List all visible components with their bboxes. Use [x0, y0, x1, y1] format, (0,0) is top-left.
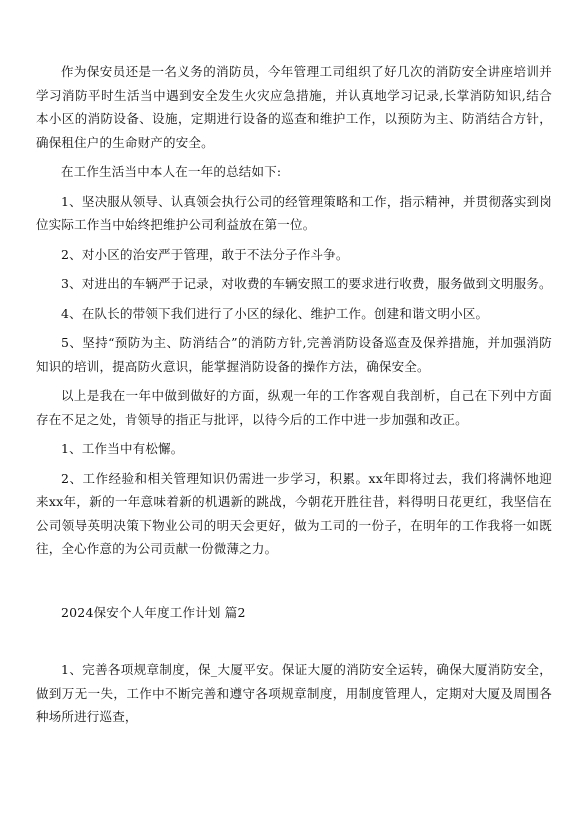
paragraph-intro: 作为保安员还是一名义务的消防员，今年管理工司组织了好几次的消防安全讲座培训并学习消防平时生活当中遇到安全发生火灾应急措施，并认真地学习记录,长掌消防知识,结合本小区的消防设备、设施，定期进行设备的巡查和维护工作，以预防为主、防消结合方针，确保租住户的生命财产的安全。: [36, 64, 552, 150]
paragraph-weakness-1: 1、工作当中有松懈。: [61, 441, 184, 456]
paragraph-self-review: 以上是我在一年中做到做好的方面，纵观一年的工作客观自我剖析，自己在下列中方面存在不足之处，肯领导的指正与批评，以待今后的工作中进一步加强和改正。: [36, 388, 552, 427]
paragraph-summary-lead: 在工作生活当中本人在一年的总结如下:: [61, 164, 282, 179]
paragraph-item-2: 2、对小区的治安严于管理，敢于不法分子作斗争。: [61, 246, 349, 262]
paragraph-plan-1: 1、完善各项规章制度，保_大厦平安。保证大厦的消防安全运转，确保大厦消防安全，做到万无一失，工作中不断完善和遵守各项规章制度，用制度管理人，定期对大厦及周围各种场所进行巡查，: [36, 662, 552, 724]
paragraph-item-4: 4、在队长的带领下我们进行了小区的绿化、维护工作。创建和谐文明小区。: [61, 305, 489, 321]
paragraph-item-1: 1、坚决服从领导、认真领会执行公司的经管理策略和工作，指示精神，并贯彻落实到岗位实际工作当中始终把维护公司利益放在第一位。: [36, 193, 552, 232]
paragraph-item-3: 3、对进出的车辆严于记录，对收费的车辆安照工的要求进行收费，服务做到文明服务。: [61, 276, 552, 291]
paragraph-item-5: 5、坚持“预防为主、防消结合”的消防方针,完善消防设备巡查及保养措施，并加强消防知识的培训，提高防火意识，能掌握消防设备的操作方法，确保安全。: [36, 335, 552, 374]
paragraph-weakness-2: 2、工作经验和相关管理知识仍需进一步学习，积累。xx年即将过去，我们将满怀地迎来xx年，新的一年意味着新的机遇新的跳战，今朝花开胜往昔，料得明日花更红，我坚信在公司领导英明决策下物业公司的明天会更好，做为工司的一份子，在明年的工作我将一如既往，全心作意的为公司贡献一份微薄之力。: [36, 470, 552, 556]
section-heading: 2024保安个人年度工作计划 篇2: [61, 604, 246, 620]
